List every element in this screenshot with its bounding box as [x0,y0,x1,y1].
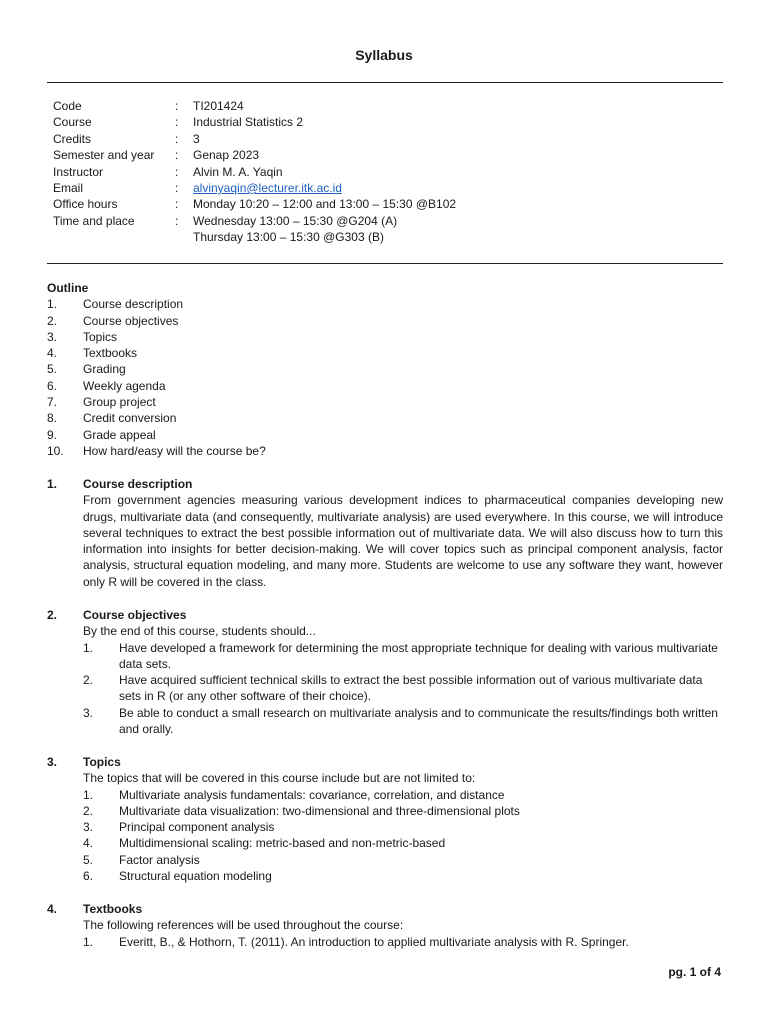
info-label: Email [53,180,84,195]
info-value: TI201424 [193,99,244,113]
section-intro: The topics that will be covered in this course include but are not limited to: [83,771,476,786]
list-item-text: Be able to conduct a small research on multivariate analysis and to communicate the results/findings both written and orally. [119,705,718,737]
section-topics [47,754,723,884]
info-colon: : [175,213,179,228]
info-value: Genap 2023 [193,148,260,163]
outline-item-label: Grade appeal [83,427,156,442]
outline-item [47,410,723,426]
outline [47,280,723,459]
list-item [83,852,723,868]
outline-item [47,378,723,394]
outline-item-label: Group project [83,395,156,410]
list-item [83,640,723,673]
info-row-course [53,114,713,130]
info-value: Monday 10:20 – 12:00 and 13:00 – 15:30 @B102 [193,197,457,212]
info-label: Instructor [53,164,104,179]
outline-item [47,296,723,312]
list-item-number: 6. [83,869,94,884]
list-item [83,705,723,738]
info-row-code [53,98,713,114]
section-number: 3. [47,755,58,769]
list-item-number: 1. [83,934,94,949]
list-item [83,803,723,819]
info-row-instructor [53,164,713,180]
list-item-number: 2. [83,673,94,688]
list-item-text: Have developed a framework for determining the most appropriate technique for dealing with various multivariate data sets. [119,640,718,671]
section-title: Topics [83,755,121,769]
description-paragraph: From government agencies measuring various development indices to pharmaceutical companies developing new drugs, multivariate data (and consequently, multivariate analysis) are used everywhere. In this course, we will introduce several techniques to extract the best possible information out of multivariate data. We will also discuss how to turn this information into insights for better decision-making. We will cover topics such as principal component analysis, factor analysis, structural equation modeling, and many more. Students are welcome to use any software they want, however only R will be covered in the class. [83,493,723,589]
info-label: Office hours [53,197,118,212]
info-colon: : [175,131,179,146]
list-item-number: 1. [83,787,94,802]
section-title: Course objectives [83,608,187,622]
info-value: 3 [193,131,200,146]
list-item [83,672,723,705]
section-heading [47,607,723,623]
list-item-text: Multivariate analysis fundamentals: covariance, correlation, and distance [119,787,505,802]
section-body [47,770,723,884]
section-intro: By the end of this course, students should... [83,624,316,639]
outline-item-number: 6. [47,378,58,393]
section-textbooks [47,901,723,950]
info-label: Course [53,115,92,130]
outline-item [47,394,723,410]
course-info-table [53,98,713,246]
section-heading [47,901,723,917]
section-title: Textbooks [83,902,143,916]
info-colon: : [175,115,179,130]
list-item [83,787,723,803]
outline-item-label: Textbooks [83,346,138,361]
info-value: Wednesday 13:00 – 15:30 @G204 (A) [193,213,398,228]
section-course-description [47,476,723,590]
outline-item-number: 5. [47,362,58,377]
outline-item-number: 4. [47,346,58,361]
list-item [83,868,723,884]
email-link[interactable]: alvinyaqin@lecturer.itk.ac.id [193,180,342,195]
list-item [83,819,723,835]
list-item-number: 5. [83,852,94,867]
info-colon: : [175,148,179,163]
info-value: Alvin M. A. Yaqin [193,164,283,179]
list-item-number: 1. [83,640,94,655]
list-item [83,934,723,950]
info-colon: : [175,164,179,179]
document-title: Syllabus [355,47,413,63]
outline-item-label: Course description [83,297,184,312]
page-number: pg. 1 of 4 [668,965,721,979]
list-item-number: 3. [83,820,94,835]
list-item-text: Multivariate data visualization: two-dimensional and three-dimensional plots [119,803,520,818]
info-row-office-hours [53,196,713,212]
outline-title: Outline [47,281,89,295]
outline-item-number: 7. [47,395,58,410]
section-body [47,623,723,737]
outline-item-number: 10. [47,443,64,458]
section-title: Course description [83,477,193,491]
outline-item-label: How hard/easy will the course be? [83,443,266,458]
outline-item-number: 2. [47,313,58,328]
list-item-text: Multidimensional scaling: metric-based and non-metric-based [119,836,446,851]
outline-item [47,443,723,459]
list-item-number: 2. [83,803,94,818]
list-item-text: Everitt, B., & Hothorn, T. (2011). An introduction to applied multivariate analysis with R. Springer. [119,934,629,949]
info-row-credits [53,131,713,147]
info-colon: : [175,180,179,195]
info-row-semester [53,147,713,163]
list-item-text: Factor analysis [119,852,200,867]
info-row-email [53,180,713,196]
info-label: Credits [53,131,92,146]
outline-item [47,361,723,377]
section-heading [47,754,723,770]
list-item [83,835,723,851]
section-heading [47,476,723,492]
section-intro: The following references will be used throughout the course: [83,918,404,933]
outline-item-number: 3. [47,329,58,344]
outline-item-number: 9. [47,427,58,442]
outline-item-label: Grading [83,362,126,377]
info-colon: : [175,99,179,113]
outline-item-number: 8. [47,411,58,426]
info-value: Industrial Statistics 2 [193,115,304,130]
outline-item-label: Topics [83,329,118,344]
list-item-number: 4. [83,836,94,851]
outline-item [47,345,723,361]
section-body [47,917,723,950]
list-item-text: Principal component analysis [119,820,275,835]
info-label: Code [53,99,82,113]
info-row-time-place [53,213,713,229]
list-item-number: 3. [83,705,94,720]
outline-item [47,313,723,329]
list-item-text: Structural equation modeling [119,869,272,884]
section-course-objectives [47,607,723,737]
info-label: Semester and year [53,148,155,163]
bottom-divider [47,263,723,264]
outline-item-label: Weekly agenda [83,378,166,393]
list-item-text: Have acquired sufficient technical skills to extract the best possible information out of various multivariate data sets in R (or any other software of their choice). [119,673,703,704]
outline-item [47,427,723,443]
section-number: 2. [47,608,58,622]
section-number: 4. [47,902,58,916]
outline-item [47,329,723,345]
info-value-continued: Thursday 13:00 – 15:30 @G303 (B) [193,230,384,245]
info-label: Time and place [53,213,135,228]
outline-item-number: 1. [47,297,58,312]
section-number: 1. [47,477,58,491]
outline-item-label: Course objectives [83,313,179,328]
info-colon: : [175,197,179,212]
outline-item-label: Credit conversion [83,411,177,426]
top-divider [47,82,723,83]
section-body [47,492,723,590]
